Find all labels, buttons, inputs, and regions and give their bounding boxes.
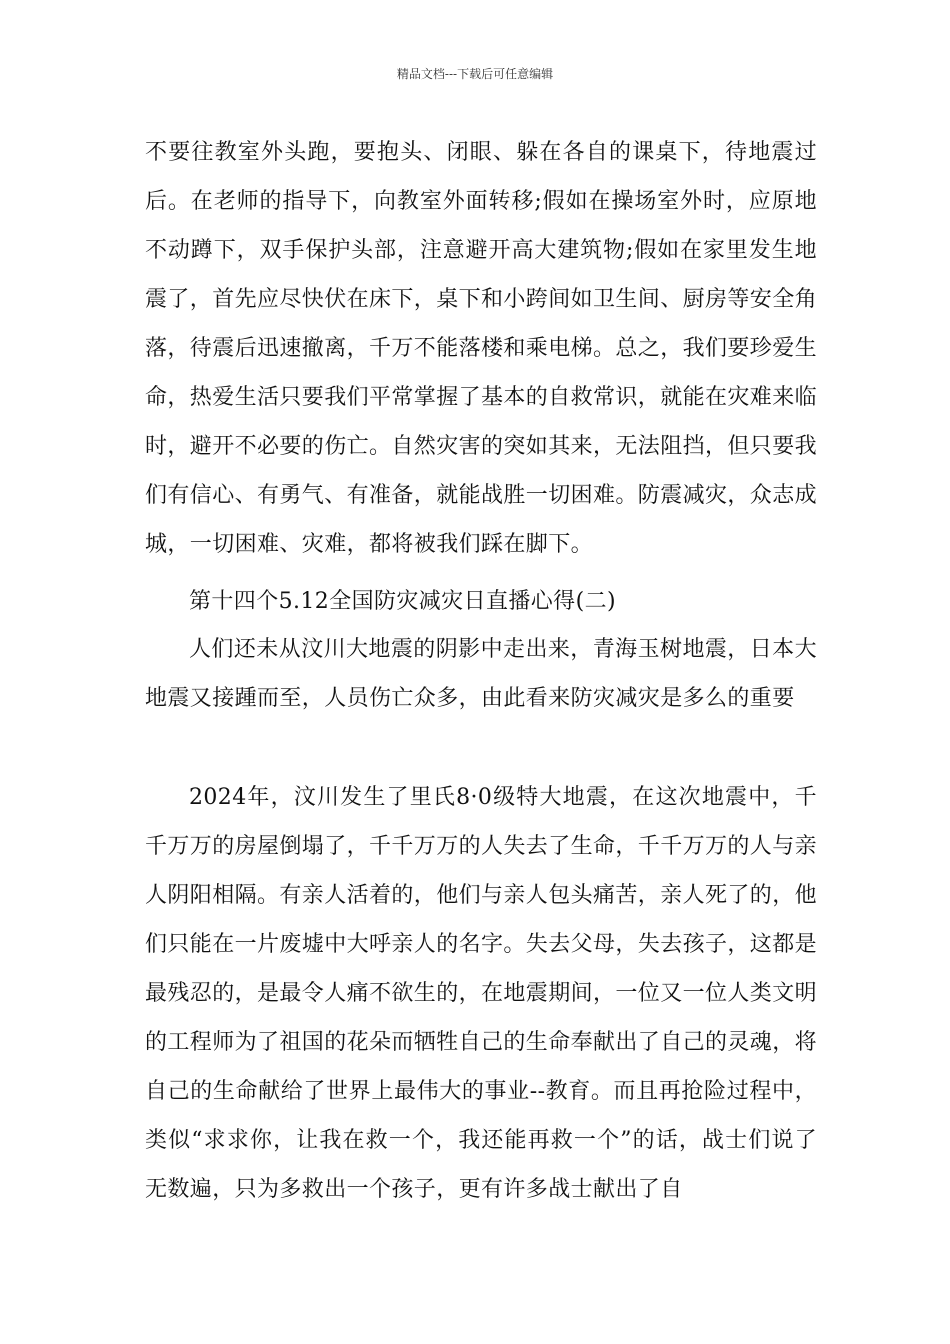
section-heading: 第十四个5.12全国防灾减灾日直播心得(二): [189, 589, 616, 614]
paragraph-intro: 人们还未从汶川大地震的阴影中走出来，青海玉树地震，日本大地震又接踵而至，人员伤亡众多，由此看来防灾减灾是多么的重要: [145, 637, 817, 711]
page-header: 精品文档---下载后可任意编辑: [396, 67, 554, 81]
paragraph-continuation: 不要往教室外头跑，要抱头、闭眼、躲在各自的课桌下，待地震过后。在老师的指导下，向教室外面转移;假如在操场室外时，应原地不动蹲下，双手保护头部，注意避开高大建筑物;假如在家里发生地震了，首先应尽快伏在床下，桌下和小跨间如卫生间、厨房等安全角落，待震后迅速撤离，千万不能落楼和乘电梯。总之，我们要珍爱生命，热爱生活只要我们平常掌握了基本的自救常识，就能在灾难来临时，避开不必要的伤亡。自然灾害的突如其来，无法阻挡，但只要我们有信心、有勇气、有准备，就能战胜一切困难。防震减灾，众志成城，一切困难、灾难，都将被我们踩在脚下。: [145, 140, 818, 557]
paragraph-body: 2024年，汶川发生了里氏8·0级特大地震，在这次地震中，千千万万的房屋倒塌了，千千万万的人失去了生命，千千万万的人与亲人阴阳相隔。有亲人活着的，他们与亲人包头痛苦，亲人死了的，他们只能在一片废墟中大呼亲人的名字。失去父母，失去孩子，这都是最残忍的，是最令人痛不欲生的，在地震期间，一位又一位人类文明的工程师为了祖国的花朵而牺牲自己的生命奉献出了自己的灵魂，将自己的生命献给了世界上最伟大的事业--教育。而且再抢险过程中，类似“求求你，让我在救一个，我还能再救一个”的话，战士们说了无数遍，只为多救出一个孩子，更有许多战士献出了自: [145, 785, 818, 1202]
